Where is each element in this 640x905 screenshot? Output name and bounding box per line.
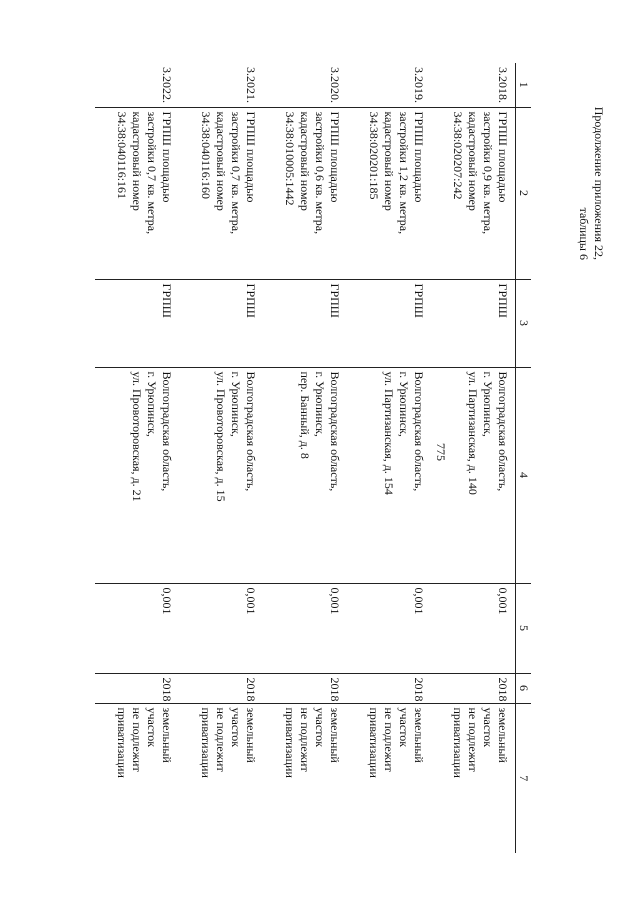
object-line: застройки 0,6 кв. метра, bbox=[313, 111, 327, 235]
address-line: ул. Партизанская, д. 140 bbox=[466, 371, 480, 495]
note-line: участок bbox=[397, 707, 411, 748]
cell-address bbox=[95, 367, 179, 583]
cell-object bbox=[347, 107, 431, 279]
note-line: приватизации bbox=[199, 707, 213, 778]
continuation-header bbox=[574, 20, 606, 260]
cell-type: ГРПШ bbox=[263, 279, 347, 367]
column-header: 2 bbox=[516, 107, 532, 279]
cell-num: 3.2022. bbox=[95, 63, 179, 107]
continuation-line-1: Продолжение приложения 22, bbox=[592, 106, 606, 260]
cell-area: 0,001 bbox=[95, 583, 179, 673]
object-line: кадастровый номер bbox=[214, 111, 228, 211]
register-table-container bbox=[91, 63, 531, 853]
note-line: участок bbox=[313, 707, 327, 748]
cell-area: 0,001 bbox=[347, 583, 431, 673]
note-line: приватизации bbox=[115, 707, 129, 778]
object-line: застройки 0,7 кв. метра, bbox=[145, 111, 159, 235]
cell-note bbox=[263, 703, 347, 853]
object-line: кадастровый номер bbox=[298, 111, 312, 211]
note-line: не подлежит bbox=[214, 707, 228, 772]
object-line: 34:38:010005:1442 bbox=[283, 111, 297, 206]
object-line: 34:38:020201:185 bbox=[367, 111, 381, 200]
register-table bbox=[95, 63, 531, 853]
address-line: ул. Партизанская, д. 154 bbox=[382, 371, 396, 495]
note-line: земельный bbox=[328, 707, 342, 763]
object-line: ГРПШ площадью bbox=[496, 111, 510, 203]
table-row bbox=[431, 63, 516, 853]
cell-address bbox=[431, 367, 516, 583]
address-line: Волгоградская область, bbox=[160, 371, 174, 492]
note-line: не подлежит bbox=[298, 707, 312, 772]
address-line: ул. Провоторовская, д. 21 bbox=[130, 371, 144, 502]
table-row bbox=[263, 63, 347, 853]
cell-object bbox=[179, 107, 263, 279]
object-line: кадастровый номер bbox=[382, 111, 396, 211]
object-line: ГРПШ площадью bbox=[412, 111, 426, 203]
table-row bbox=[347, 63, 431, 853]
column-header: 3 bbox=[516, 279, 532, 367]
address-line: Волгоградская область, bbox=[328, 371, 342, 492]
address-line: Волгоградская область, bbox=[244, 371, 258, 492]
object-line: 34:38:040116:160 bbox=[199, 111, 213, 200]
cell-type: ГРПШ bbox=[95, 279, 179, 367]
object-line: застройки 0,9 кв. метра, bbox=[481, 111, 495, 235]
column-header: 1 bbox=[516, 63, 532, 107]
note-line: участок bbox=[229, 707, 243, 748]
note-line: земельный bbox=[496, 707, 510, 763]
address-line: ул. Провоторовская, д. 15 bbox=[214, 371, 228, 502]
column-header: 7 bbox=[516, 703, 532, 853]
table-row bbox=[179, 63, 263, 853]
cell-address bbox=[179, 367, 263, 583]
note-line: земельный bbox=[412, 707, 426, 763]
cell-note bbox=[347, 703, 431, 853]
address-line: г. Урюпинск, bbox=[313, 371, 327, 437]
column-header: 6 bbox=[516, 673, 532, 703]
address-line: пер. Банный, д. 8 bbox=[298, 371, 312, 459]
cell-note bbox=[95, 703, 179, 853]
note-line: не подлежит bbox=[130, 707, 144, 772]
continuation-line-2: таблицы 6 bbox=[577, 207, 591, 260]
note-line: не подлежит bbox=[466, 707, 480, 772]
cell-type: ГРПШ bbox=[431, 279, 516, 367]
address-line: Волгоградская область, bbox=[496, 371, 510, 492]
address-line: г. Урюпинск, bbox=[145, 371, 159, 437]
cell-area: 0,001 bbox=[179, 583, 263, 673]
cell-num: 3.2020. bbox=[263, 63, 347, 107]
page-number: 775 bbox=[434, 443, 448, 461]
cell-year: 2018 bbox=[95, 673, 179, 703]
table-row bbox=[95, 63, 179, 853]
cell-address bbox=[347, 367, 431, 583]
cell-area: 0,001 bbox=[431, 583, 516, 673]
table-body bbox=[95, 63, 516, 853]
object-line: ГРПШ площадью bbox=[244, 111, 258, 203]
note-line: земельный bbox=[160, 707, 174, 763]
cell-num: 3.2018. bbox=[431, 63, 516, 107]
object-line: кадастровый номер bbox=[466, 111, 480, 211]
note-line: приватизации bbox=[367, 707, 381, 778]
note-line: участок bbox=[481, 707, 495, 748]
cell-note bbox=[431, 703, 516, 853]
cell-year: 2018 bbox=[179, 673, 263, 703]
object-line: ГРПШ площадью bbox=[328, 111, 342, 203]
note-line: участок bbox=[145, 707, 159, 748]
address-line: г. Урюпинск, bbox=[229, 371, 243, 437]
object-line: 34:38:040116:161 bbox=[115, 111, 129, 200]
note-line: приватизации bbox=[283, 707, 297, 778]
object-line: ГРПШ площадью bbox=[160, 111, 174, 203]
column-header: 5 bbox=[516, 583, 532, 673]
cell-type: ГРПШ bbox=[179, 279, 263, 367]
cell-year: 2018 bbox=[263, 673, 347, 703]
object-line: застройки 1,2 кв. метра, bbox=[397, 111, 411, 235]
column-header: 4 bbox=[516, 367, 532, 583]
cell-note bbox=[179, 703, 263, 853]
cell-num: 3.2019. bbox=[347, 63, 431, 107]
cell-object bbox=[263, 107, 347, 279]
cell-object bbox=[431, 107, 516, 279]
object-line: кадастровый номер bbox=[130, 111, 144, 211]
cell-area: 0,001 bbox=[263, 583, 347, 673]
object-line: застройки 0,7 кв. метра, bbox=[229, 111, 243, 235]
address-line: г. Урюпинск, bbox=[397, 371, 411, 437]
note-line: не подлежит bbox=[382, 707, 396, 772]
cell-year: 2018 bbox=[431, 673, 516, 703]
cell-type: ГРПШ bbox=[347, 279, 431, 367]
cell-year: 2018 bbox=[347, 673, 431, 703]
address-line: г. Урюпинск, bbox=[481, 371, 495, 437]
cell-address bbox=[263, 367, 347, 583]
object-line: 34:38:020207:242 bbox=[451, 111, 465, 200]
note-line: земельный bbox=[244, 707, 258, 763]
cell-num: 3.2021. bbox=[179, 63, 263, 107]
header-row bbox=[516, 63, 532, 853]
cell-object bbox=[95, 107, 179, 279]
address-line: Волгоградская область, bbox=[412, 371, 426, 492]
note-line: приватизации bbox=[451, 707, 465, 778]
